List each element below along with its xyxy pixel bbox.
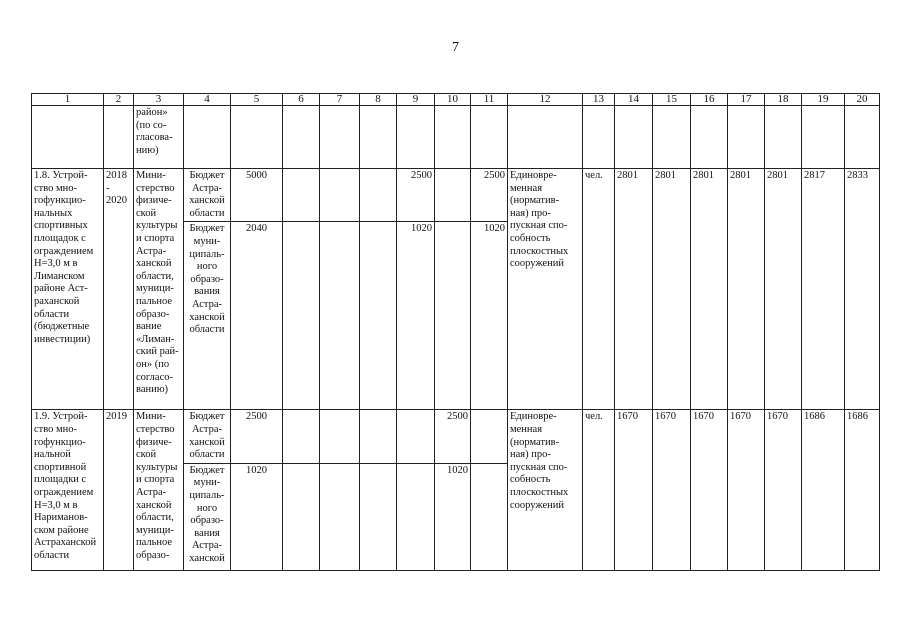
amount-col11 (471, 410, 508, 463)
indicator-value: 1670 (653, 410, 691, 570)
col-number: 11 (471, 94, 508, 106)
amount-col10: 1020 (435, 463, 471, 570)
col-number: 13 (583, 94, 615, 106)
indicator-value: 1686 (845, 410, 880, 570)
indicator-value: 1670 (615, 410, 653, 570)
executor: Мини- стерство физиче- ской культуры и спорта Астра- ханской области, муници- пальное образо- (134, 410, 184, 570)
indicator-value: 1670 (691, 410, 728, 570)
col-number: 20 (845, 94, 880, 106)
continuation-row (32, 106, 880, 169)
unit: чел. (583, 169, 615, 410)
amount-col9: 1020 (397, 222, 435, 410)
indicator-value: 2833 (845, 169, 880, 410)
col-number: 15 (653, 94, 691, 106)
unit: чел. (583, 410, 615, 570)
indicator-value: 2801 (765, 169, 802, 410)
indicator: Единовре- менная (норматив- ная) про- пускная спо- собность плоскостных сооружений (508, 169, 583, 410)
total-amount: 5000 (231, 169, 283, 222)
executor: Мини- стерство физиче- ской культуры и спорта Астра- ханской области, муници- пальное образо- вание «Лиман- ский рай- он» (по согласо- ванию) (134, 169, 184, 410)
indicator-value: 2801 (728, 169, 765, 410)
col-number: 8 (360, 94, 397, 106)
col-number: 6 (283, 94, 320, 106)
indicator-value: 2801 (615, 169, 653, 410)
col-number: 18 (765, 94, 802, 106)
page-number: 7 (452, 40, 459, 55)
col-number: 16 (691, 94, 728, 106)
amount-col10: 2500 (435, 410, 471, 463)
col-number: 10 (435, 94, 471, 106)
years: 2018 - 2020 (104, 169, 134, 410)
column-number-row (32, 94, 880, 106)
funding-source: Бюджет Астра- ханской области (184, 169, 231, 222)
total-amount: 2040 (231, 222, 283, 410)
amount-col11 (471, 463, 508, 570)
funding-source: Бюджет Астра- ханской области (184, 410, 231, 463)
table-row (32, 410, 880, 463)
indicator-value: 2801 (691, 169, 728, 410)
amount-col10 (435, 169, 471, 222)
indicator-value: 1686 (802, 410, 845, 570)
amount-col9 (397, 463, 435, 570)
years: 2019 (104, 410, 134, 570)
amount-col11: 2500 (471, 169, 508, 222)
indicator: Единовре- менная (норматив- ная) про- пускная спо- собность плоскостных сооружений (508, 410, 583, 570)
col-number: 14 (615, 94, 653, 106)
amount-col10 (435, 222, 471, 410)
col-number: 12 (508, 94, 583, 106)
total-amount: 1020 (231, 463, 283, 570)
col-number: 5 (231, 94, 283, 106)
col-number: 1 (32, 94, 104, 106)
measure-name: 1.8. Устрой- ство мно- гофункцио- нальных спортивных площадок с ограждением Н=3,0 м в Лиманском районе Аст- раханской области (бюджетные инвестиции) (32, 169, 104, 410)
measure-name: 1.9. Устрой- ство мно- гофункцио- нальной спортивной площадки с ограждением Н=3,0 м в Нариманов- ском районе Астраханской области (32, 410, 104, 570)
indicator-value: 2817 (802, 169, 845, 410)
col-number: 2 (104, 94, 134, 106)
total-amount: 2500 (231, 410, 283, 463)
funding-source: Бюджет муни- ципаль- ного образо- вания Астра- ханской (184, 463, 231, 570)
indicator-value: 1670 (765, 410, 802, 570)
executor-continuation: район» (по со- гласова- нию) (134, 106, 184, 169)
program-table (31, 93, 880, 571)
col-number: 4 (184, 94, 231, 106)
indicator-value: 2801 (653, 169, 691, 410)
amount-col9 (397, 410, 435, 463)
col-number: 19 (802, 94, 845, 106)
indicator-value: 1670 (728, 410, 765, 570)
col-number: 7 (320, 94, 360, 106)
funding-source: Бюджет муни- ципаль- ного образо- вания Астра- ханской области (184, 222, 231, 410)
col-number: 9 (397, 94, 435, 106)
table-row (32, 169, 880, 222)
col-number: 17 (728, 94, 765, 106)
amount-col11: 1020 (471, 222, 508, 410)
amount-col9: 2500 (397, 169, 435, 222)
col-number: 3 (134, 94, 184, 106)
